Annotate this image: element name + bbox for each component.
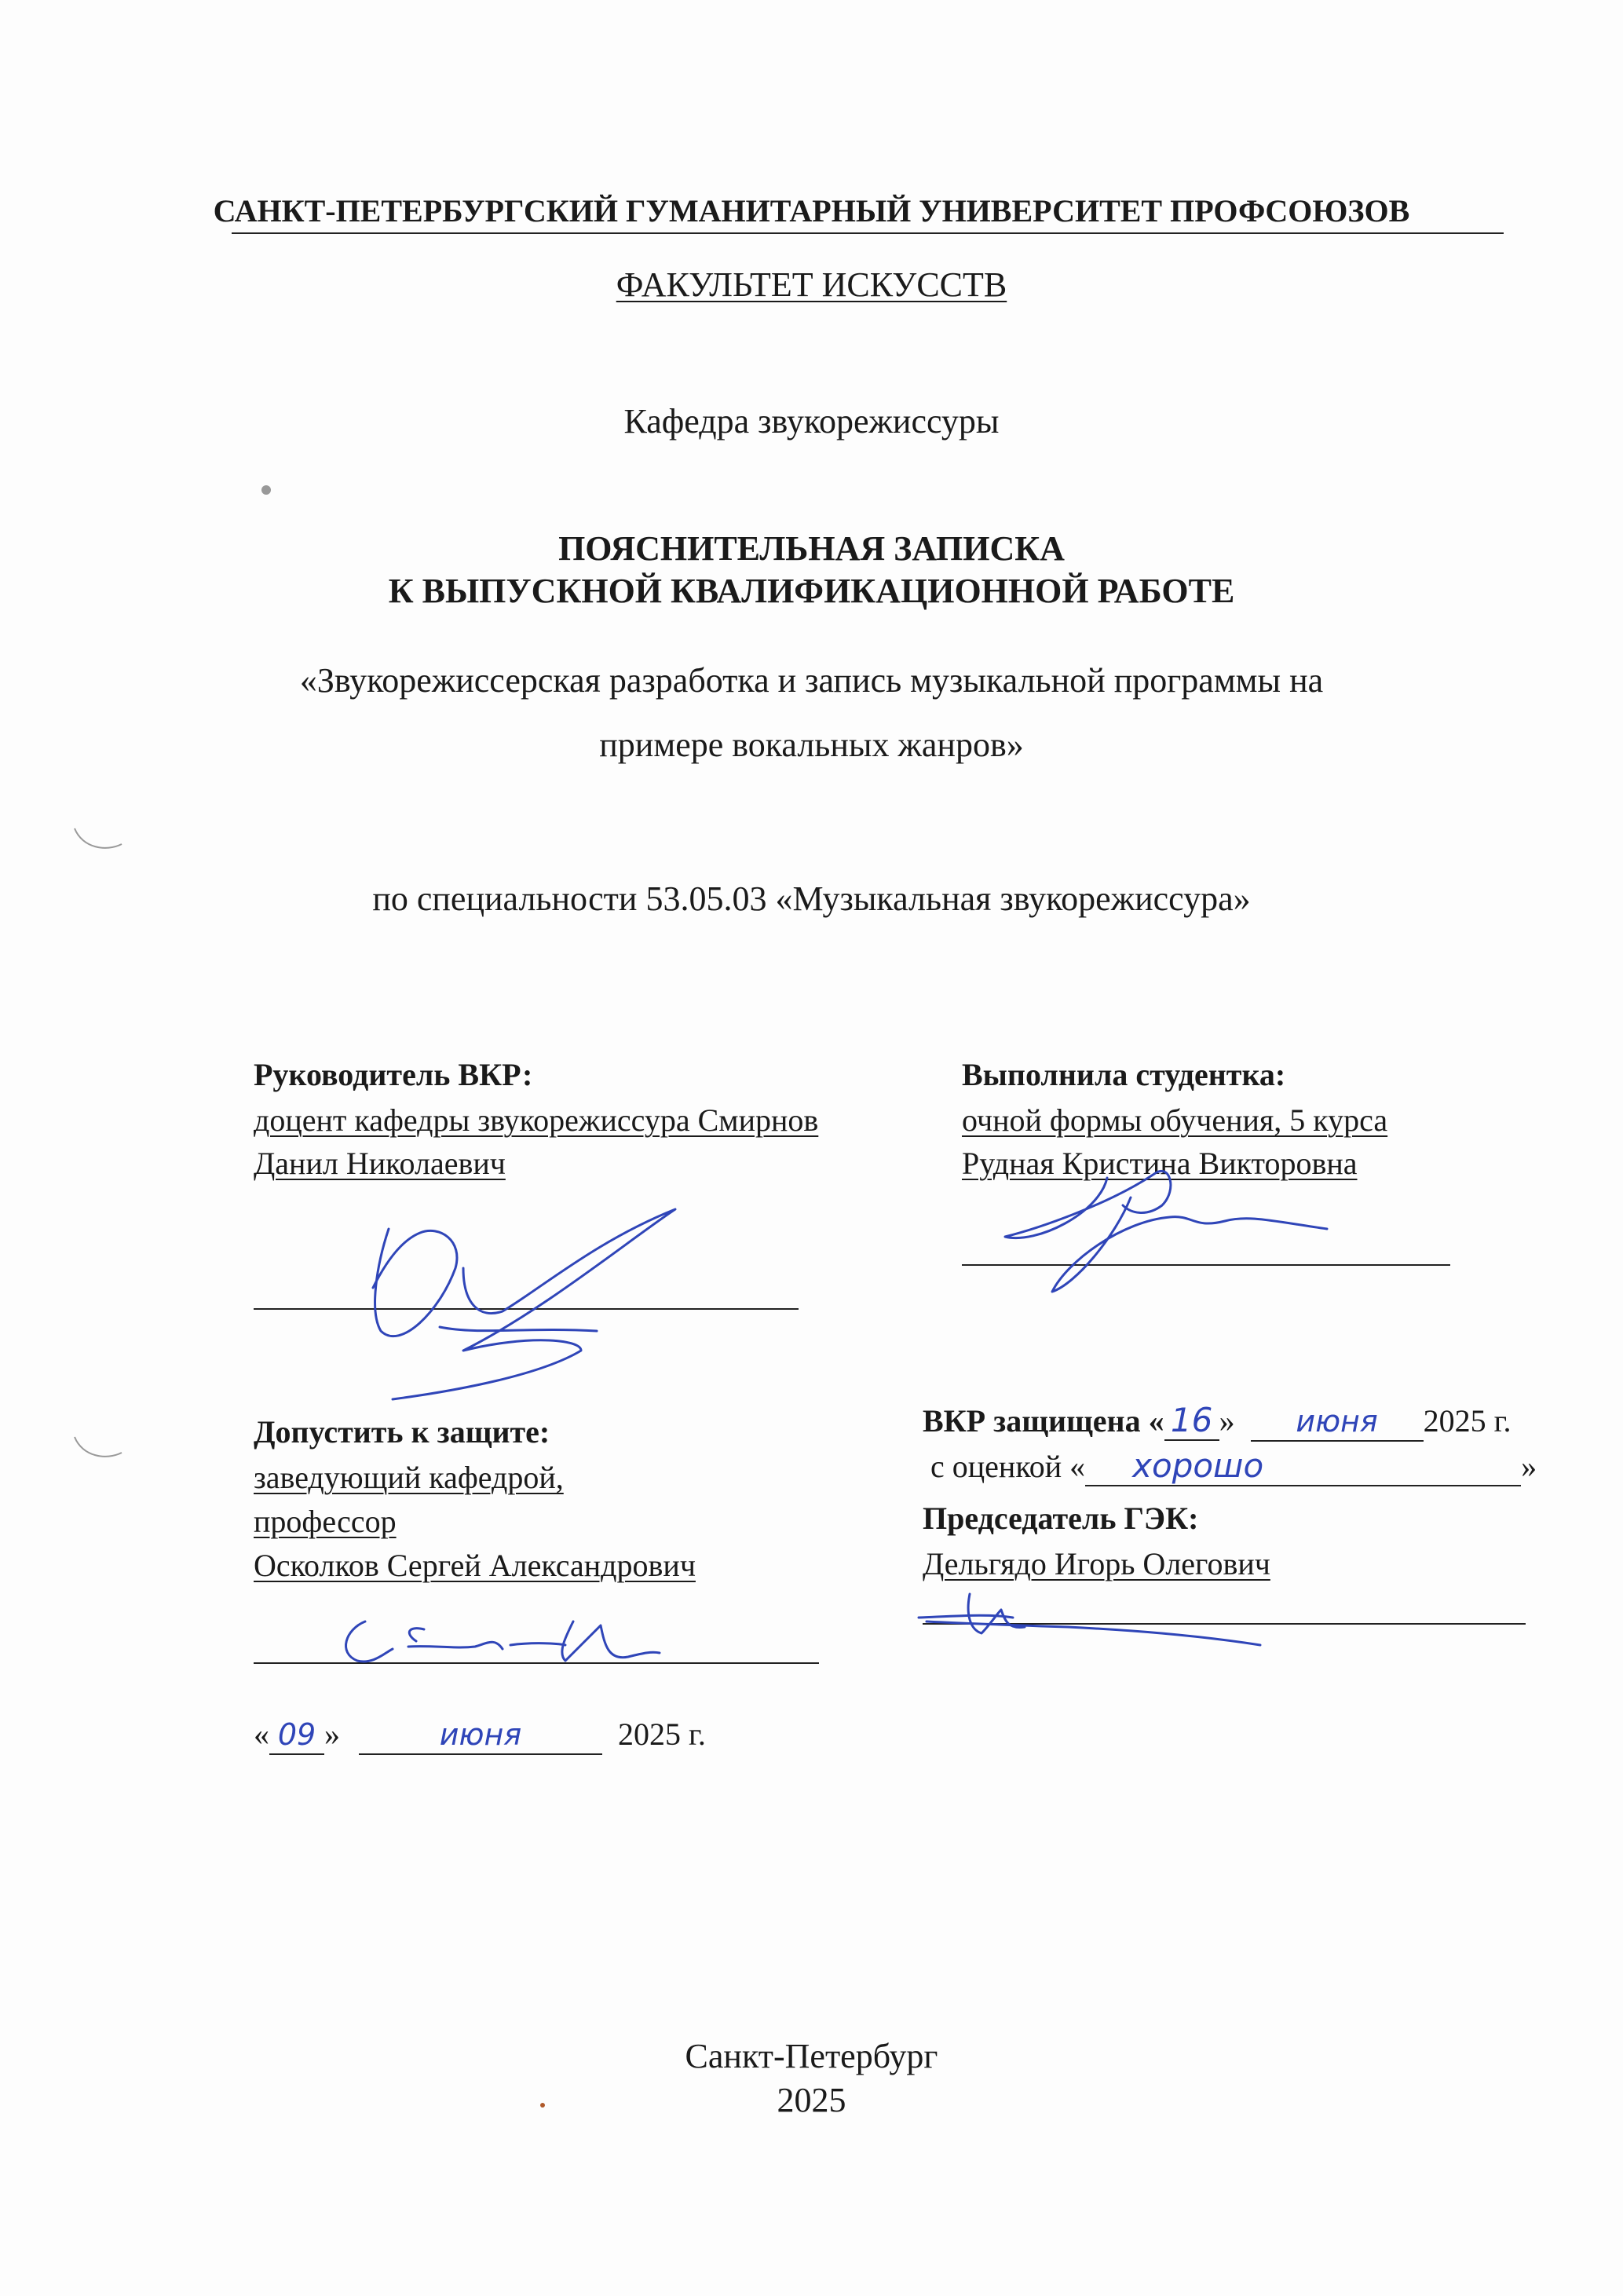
admission-date [254, 1716, 819, 1755]
admission-heading: Допустить к защите: [254, 1414, 550, 1450]
university-name: САНКТ-ПЕТЕРБУРГСКИЙ ГУМАНИТАРНЫЙ УНИВЕРСИТЕТ ПРОФСОЮЗОВ [213, 193, 1410, 229]
scan-speck [261, 485, 271, 495]
admission-date-open-quote: « [254, 1717, 269, 1752]
defense-grade: хорошо [1085, 1447, 1521, 1486]
admission-date-day: 09 [269, 1716, 324, 1755]
admission-name: Осколков Сергей Александрович [254, 1548, 696, 1583]
binder-hole-mark-top [71, 824, 126, 856]
chair-name: Дельгядо Игорь Олегович [923, 1546, 1270, 1581]
footer-year: 2025 [777, 2081, 846, 2119]
chair-signature [911, 1578, 1272, 1657]
admission-signature [330, 1606, 675, 1676]
student-form: очной формы обучения, 5 курса [962, 1102, 1388, 1138]
doc-title-line1: ПОЯСНИТЕЛЬНАЯ ЗАПИСКА [558, 529, 1065, 568]
defense-heading: ВКР защищена « [923, 1403, 1164, 1439]
footer-city: Санкт-Петербург [685, 2037, 938, 2075]
defense-grade-line [930, 1447, 1598, 1486]
admission-position: заведующий кафедрой, [254, 1460, 564, 1495]
scan-speck [540, 2103, 545, 2108]
specialty: по специальности 53.05.03 «Музыкальная звукорежиссура» [372, 879, 1251, 918]
doc-title-line2: К ВЫПУСКНОЙ КВАЛИФИКАЦИОННОЙ РАБОТЕ [388, 572, 1235, 610]
student-signature [989, 1143, 1351, 1300]
defense-close-quote: » [1219, 1403, 1235, 1439]
chair-heading: Председатель ГЭК: [923, 1501, 1199, 1536]
faculty-text: ФАКУЛЬТЕТ ИСКУССТВ [616, 265, 1007, 304]
topic-line2: примере вокальных жанров» [599, 726, 1024, 764]
university-underline [232, 232, 1504, 234]
defense-month: июня [1251, 1402, 1424, 1442]
defense-year: 2025 г. [1423, 1403, 1512, 1439]
defense-grade-prefix: с оценкой « [930, 1449, 1086, 1484]
binder-hole-mark-bottom [71, 1433, 126, 1464]
supervisor-position: доцент кафедры звукорежиссура Смирнов [254, 1102, 819, 1138]
faculty-name [0, 264, 1623, 306]
admission-date-close-quote: » [324, 1717, 340, 1752]
department-name: Кафедра звукорежиссуры [623, 402, 1000, 441]
defense-line [923, 1402, 1598, 1442]
defense-day: 16 [1164, 1402, 1219, 1441]
admission-date-month: июня [359, 1716, 602, 1755]
admission-date-year: 2025 г. [618, 1717, 706, 1752]
student-name: Рудная Кристина Викторовна [962, 1146, 1358, 1181]
student-heading: Выполнила студентка: [962, 1057, 1286, 1092]
topic-line1: «Звукорежиссерская разработка и запись музыкальной программы на [299, 661, 1324, 700]
supervisor-signature [345, 1194, 707, 1406]
defense-grade-suffix: » [1521, 1449, 1537, 1484]
admission-title: профессор [254, 1504, 397, 1539]
supervisor-name: Данил Николаевич [254, 1146, 506, 1181]
supervisor-heading: Руководитель ВКР: [254, 1057, 533, 1092]
